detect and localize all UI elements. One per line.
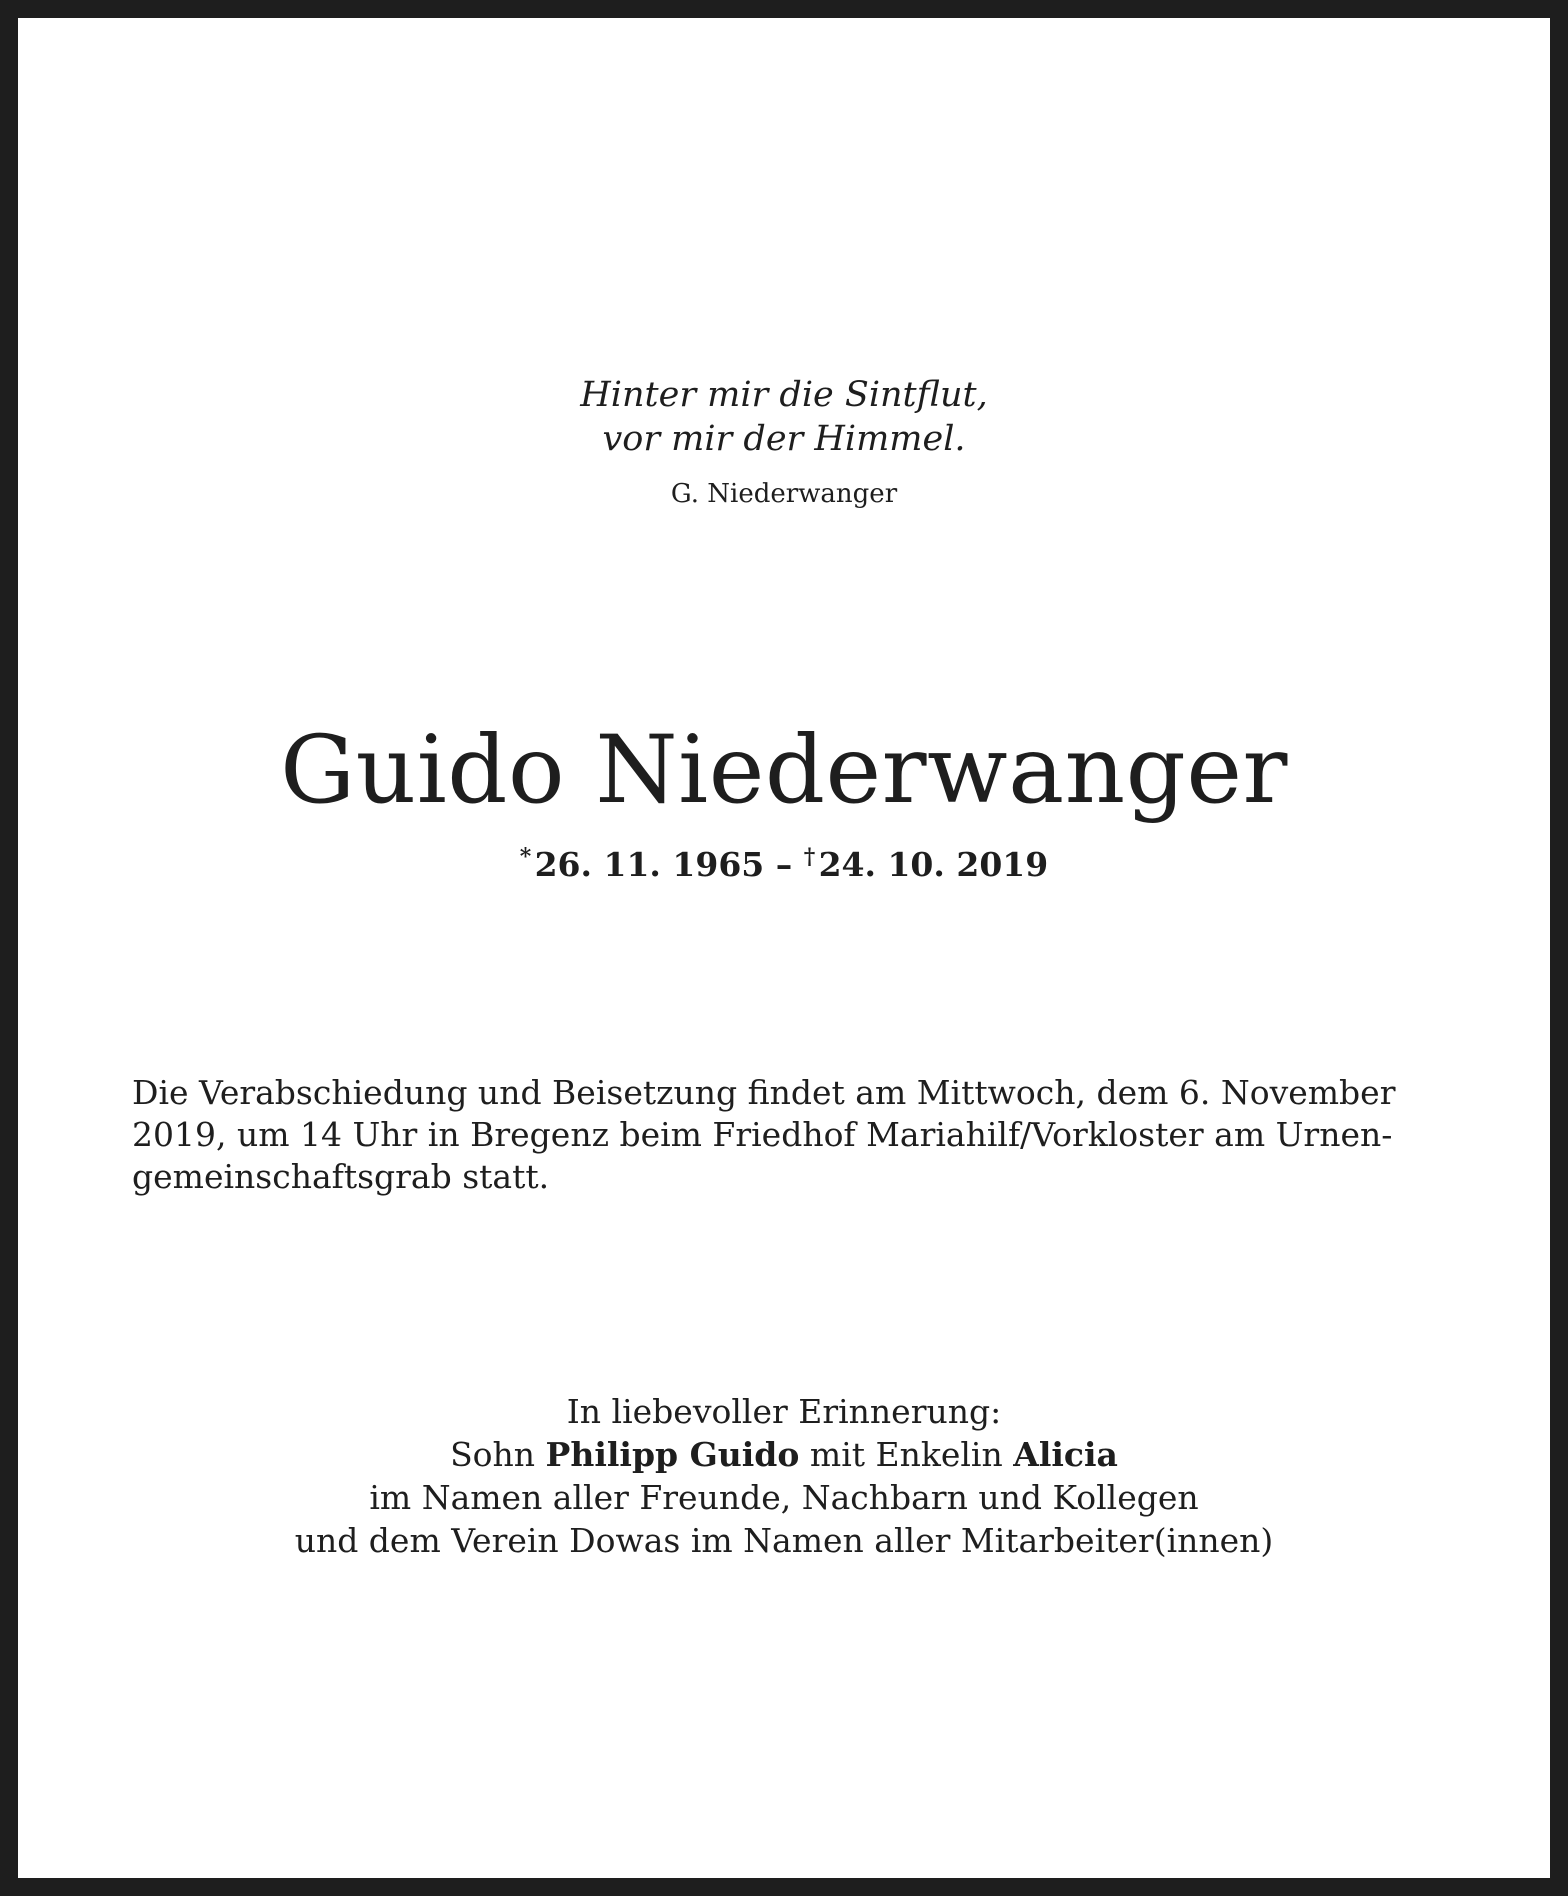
memory-line-4: und dem Verein Dowas im Namen aller Mitarbeiter(innen) bbox=[294, 1521, 1274, 1560]
memory-line-2 bbox=[0, 1433, 1568, 1476]
death-date: 24. 10. 2019 bbox=[818, 845, 1049, 884]
funeral-notice bbox=[132, 1072, 1442, 1198]
granddaughter-prefix: mit Enkelin bbox=[809, 1435, 1003, 1474]
quote-author: G. Niederwanger bbox=[670, 479, 898, 509]
birth-symbol: * bbox=[519, 844, 532, 870]
son-prefix: Sohn bbox=[450, 1435, 536, 1474]
epigraph-quote bbox=[0, 373, 1568, 461]
death-symbol: † bbox=[803, 844, 816, 870]
granddaughter-name: Alicia bbox=[1013, 1435, 1118, 1474]
quote-line-2: vor mir der Himmel. bbox=[602, 419, 966, 459]
quote-line-1: Hinter mir die Sintflut, bbox=[580, 375, 988, 415]
memory-line-3: im Namen aller Freunde, Nachbarn und Kollegen bbox=[369, 1478, 1199, 1517]
date-separator: – bbox=[775, 845, 793, 884]
memory-heading: In liebevoller Erinnerung: bbox=[566, 1392, 1002, 1431]
deceased-name: Guido Niederwanger bbox=[280, 716, 1288, 825]
notice-line-3: gemeinschaftsgrab statt. bbox=[132, 1157, 550, 1196]
son-name: Philipp Guido bbox=[545, 1435, 800, 1474]
life-dates bbox=[0, 838, 1568, 892]
notice-line-1: Die Verabschiedung und Beisetzung findet am Mittwoch, dem 6. November bbox=[132, 1073, 1396, 1112]
mourners-block bbox=[0, 1390, 1568, 1562]
birth-date: 26. 11. 1965 bbox=[534, 845, 765, 884]
notice-line-2: 2019, um 14 Uhr in Bregenz beim Friedhof Mariahilf/Vorkloster am Urnen- bbox=[132, 1115, 1393, 1154]
